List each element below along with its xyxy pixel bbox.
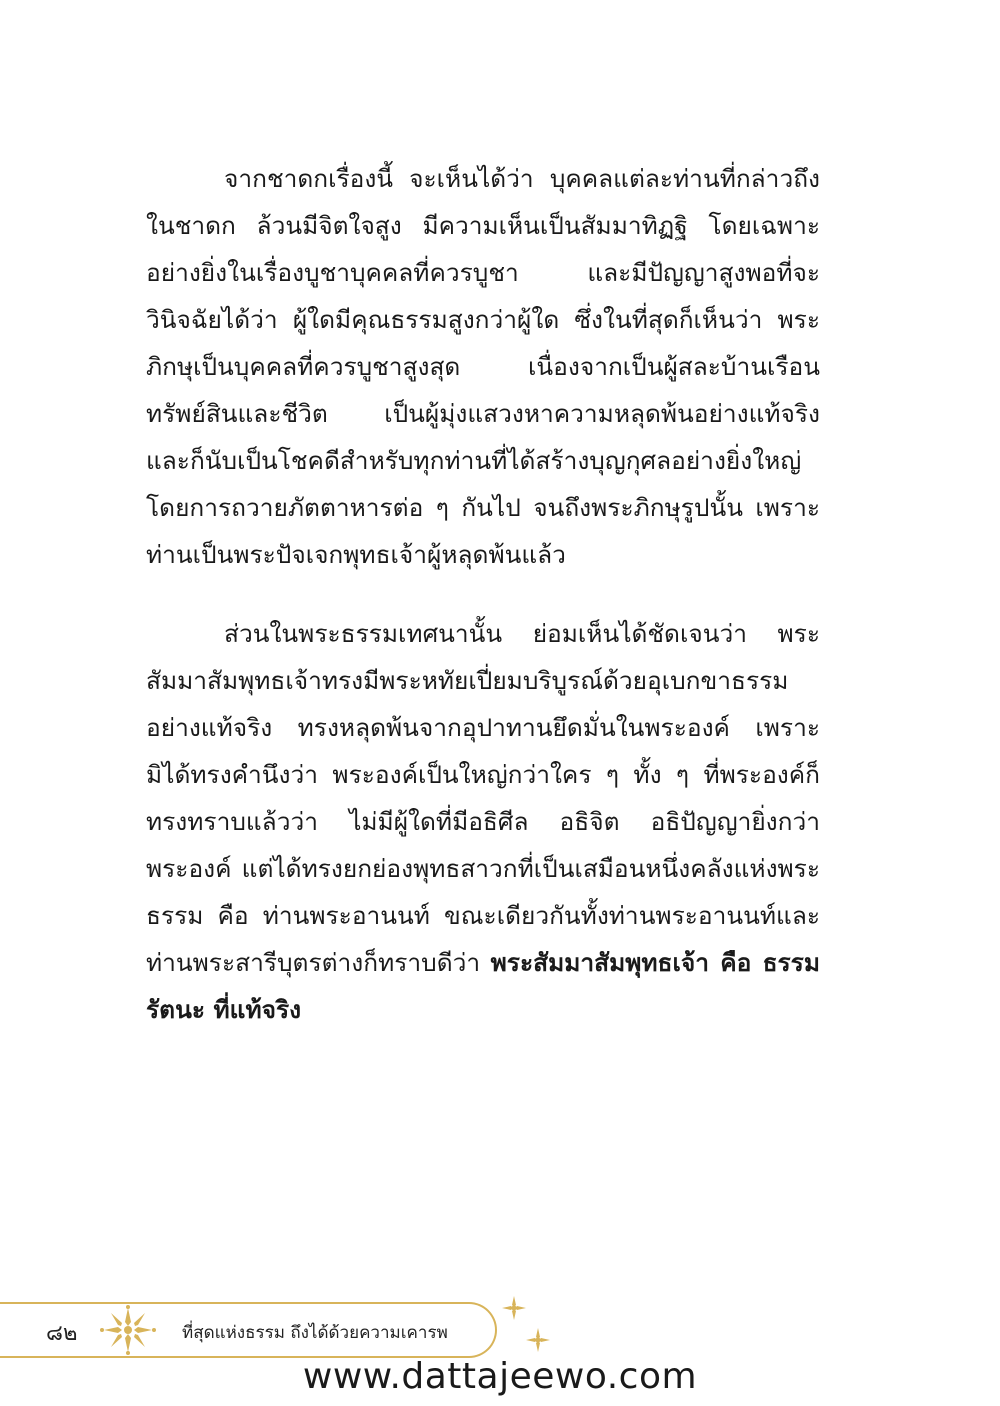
page-footer: [0, 1290, 1000, 1406]
running-title: ที่สุดแห่งธรรม ถึงได้ด้วยความเคารพ: [182, 1323, 448, 1343]
page-body: [146, 155, 820, 1065]
page-number: ๘๒: [46, 1321, 78, 1346]
flower-ornament-icon: [100, 1304, 156, 1356]
paragraph-2-text: ส่วนในพระธรรมเทศนานั้น ย่อมเห็นได้ชัดเจนว่า พระสัมมาสัมพุทธเจ้าทรงมีพระหทัยเปี่ยมบริบูรณ์ด้วยอุเบกขาธรรมอย่างแท้จริง ทรงหลุดพ้นจากอุปาทานยึดมั่นในพระองค์ เพราะมิได้ทรงคำนึงว่า พระองค์เป็นใหญ่กว่าใคร ๆ ทั้ง ๆ ที่พระองค์ก็ทรงทราบแล้วว่า ไม่มีผู้ใดที่มีอธิศีล อธิจิต อธิปัญญายิ่งกว่าพระองค์ แต่ได้ทรงยกย่องพุทธสาวกที่เป็นเสมือนหนึ่งคลังแห่งพระธรรม คือ ท่านพระอานนท์ ขณะเดียวกันทั้งท่านพระอานนท์และท่านพระสารีบุตรต่างก็ทราบดีว่า: [146, 619, 820, 977]
paragraph-2: [146, 610, 820, 1033]
website-url: www.dattajeewo.com: [302, 1356, 698, 1397]
paragraph-1: [146, 155, 820, 578]
small-flower-ornament-icon: [524, 1326, 552, 1354]
paragraph-2-bold-text: พระสัมมาสัมพุทธเจ้า คือ ธรรมรัตนะ ที่แท้จริง: [146, 948, 820, 1024]
paragraph-1-text: จากชาดกเรื่องนี้ จะเห็นได้ว่า บุคคลแต่ละท่านที่กล่าวถึงในชาดก ล้วนมีจิตใจสูง มีความเห็นเป็นสัมมาทิฏฐิ โดยเฉพาะอย่างยิ่งในเรื่องบูชาบุคคลที่ควรบูชา และมีปัญญาสูงพอที่จะวินิจฉัยได้ว่า ผู้ใดมีคุณธรรมสูงกว่าผู้ใด ซึ่งในที่สุดก็เห็นว่า พระภิกษุเป็นบุคคลที่ควรบูชาสูงสุด เนื่องจากเป็นผู้สละบ้านเรือน ทรัพย์สินและชีวิต เป็นผู้มุ่งแสวงหาความหลุดพ้นอย่างแท้จริง และก็นับเป็นโชคดีสำหรับทุกท่านที่ได้สร้างบุญกุศลอย่างยิ่งใหญ่โดยการถวายภัตตาหารต่อ ๆ กันไป จนถึงพระภิกษุรูปนั้น เพราะท่านเป็นพระปัจเจกพุทธเจ้าผู้หลุดพ้นแล้ว: [146, 164, 820, 569]
small-flower-ornament-icon: [500, 1294, 528, 1322]
